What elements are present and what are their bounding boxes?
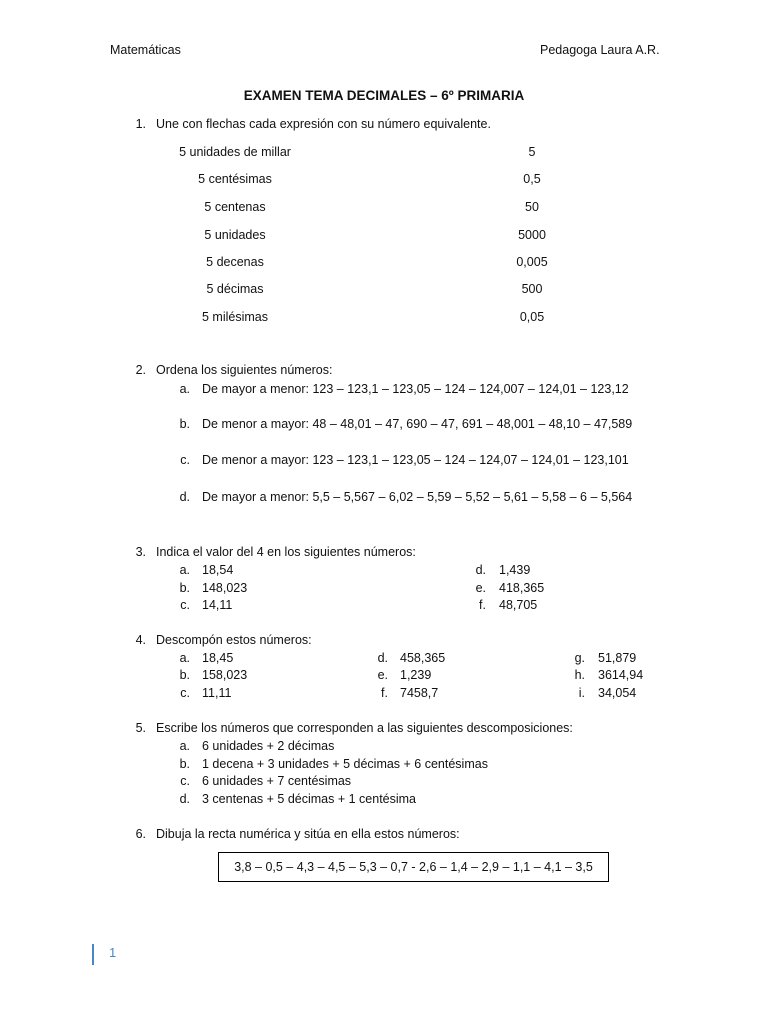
q1-right-item: 5000 [518,228,546,242]
q2-item-letter: c. [180,453,190,467]
q1-left-item: 5 centésimas [198,172,272,186]
q3-item-letter: f. [479,598,486,612]
q5-item-text: 1 decena + 3 unidades + 5 décimas + 6 centésimas [202,757,488,771]
q3-item-value: 48,705 [499,598,538,612]
q4-item-value: 7458,7 [400,686,439,700]
q3-item-value: 1,439 [499,563,531,577]
page-title: EXAMEN TEMA DECIMALES – 6º PRIMARIA [243,88,525,103]
q4-item-letter: f. [381,686,388,700]
q4-item-letter: a. [179,651,190,665]
q5-item-letter: a. [179,739,190,753]
page-number: 1 [109,945,117,960]
q4-item-value: 458,365 [400,651,446,665]
q2-item-letter: d. [179,490,190,504]
q5-item-text: 6 unidades + 7 centésimas [202,774,352,788]
q6-text: Dibuja la recta numérica y sitúa en ella estos números: [156,827,460,841]
q4-item-value: 18,45 [202,651,234,665]
q4-item-value: 3614,94 [598,668,644,682]
q2-item-text: De mayor a menor: 5,5 – 5,567 – 6,02 – 5,59 – 5,52 – 5,61 – 5,58 – 6 – 5,564 [202,490,633,504]
q2-text: Ordena los siguientes números: [156,363,333,377]
number-line-box [218,852,609,882]
q5-text: Escribe los números que corresponden a las siguientes descomposiciones: [156,721,573,735]
q3-item-letter: a. [179,563,190,577]
q4-item-letter: d. [377,651,388,665]
q4-item-letter: g. [574,651,585,665]
q3-item-letter: b. [179,581,190,595]
q1-right-item: 0,05 [519,310,545,324]
q3-text: Indica el valor del 4 en los siguientes números: [156,545,416,559]
q3-item-letter: d. [475,563,486,577]
q1-left-item: 5 decenas [206,255,264,269]
q5-item-letter: d. [179,792,190,806]
q3-item-value: 148,023 [202,581,248,595]
q1-right-item: 50 [525,200,539,214]
q2-item-text: De menor a mayor: 123 – 123,1 – 123,05 – 124 – 124,07 – 124,01 – 123,101 [202,453,629,467]
q1-left-item: 5 milésimas [202,310,268,324]
q1-right-item: 500 [521,282,543,296]
q2-item-text: De mayor a menor: 123 – 123,1 – 123,05 – 124 – 124,007 – 124,01 – 123,12 [202,382,629,396]
header-subject: Matemáticas [110,43,181,57]
q1-left-item: 5 décimas [206,282,264,296]
page-number-bar [92,944,94,965]
q3-number: 3. [135,545,146,559]
q4-item-letter: c. [180,686,190,700]
q1-right-item: 5 [528,145,536,159]
q4-item-letter: i. [578,686,585,700]
q2-item-letter: b. [179,417,190,431]
q4-item-value: 158,023 [202,668,248,682]
q4-text: Descompón estos números: [156,633,312,647]
q5-item-letter: b. [179,757,190,771]
q2-number: 2. [135,363,146,377]
q1-text: Une con flechas cada expresión con su número equivalente. [156,117,491,131]
q1-right-item: 0,005 [516,255,548,269]
q4-item-letter: e. [377,668,388,682]
q5-number: 5. [135,721,146,735]
q4-item-value: 34,054 [598,686,637,700]
q3-item-value: 418,365 [499,581,545,595]
q1-left-item: 5 unidades [204,228,266,242]
q3-item-value: 14,11 [202,598,233,612]
q1-left-item: 5 centenas [204,200,266,214]
header-author: Pedagoga Laura A.R. [540,43,660,57]
q4-item-value: 11,11 [202,686,232,700]
q6-number: 6. [135,827,146,841]
q1-right-item: 0,5 [523,172,541,186]
q3-item-letter: c. [180,598,190,612]
number-line-values: 3,8 – 0,5 – 4,3 – 4,5 – 5,3 – 0,7 - 2,6 – 1,4 – 2,9 – 1,1 – 4,1 – 3,5 [234,860,593,874]
q4-number: 4. [135,633,146,647]
q5-item-text: 6 unidades + 2 décimas [202,739,335,753]
q1-left-item: 5 unidades de millar [179,145,291,159]
q3-item-letter: e. [475,581,486,595]
q4-item-value: 1,239 [400,668,432,682]
q4-item-letter: b. [179,668,190,682]
q1-number: 1. [135,117,146,131]
q4-item-value: 51,879 [598,651,637,665]
q5-item-letter: c. [180,774,190,788]
q4-item-letter: h. [574,668,585,682]
q5-item-text: 3 centenas + 5 décimas + 1 centésima [202,792,417,806]
q2-item-letter: a. [179,382,190,396]
q3-item-value: 18,54 [202,563,234,577]
q2-item-text: De menor a mayor: 48 – 48,01 – 47, 690 – 47, 691 – 48,001 – 48,10 – 47,589 [202,417,633,431]
